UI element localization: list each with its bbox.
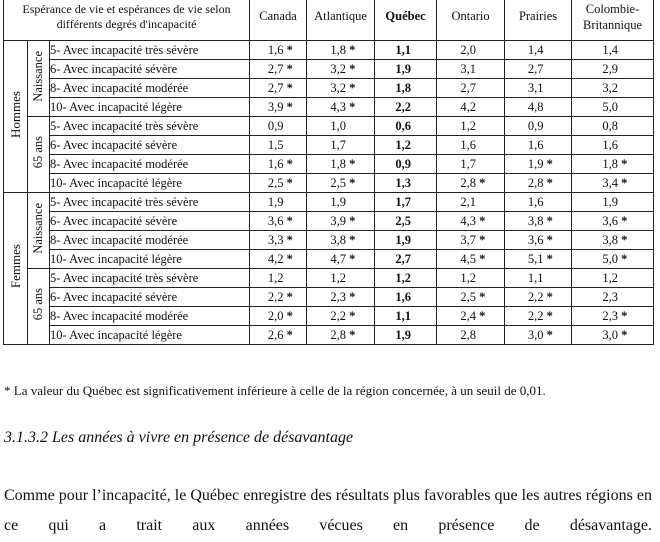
cell-value: 1,2 bbox=[395, 137, 411, 152]
value-cell bbox=[437, 117, 505, 136]
cell-value: 2,3 bbox=[602, 289, 618, 304]
significance-marker: * bbox=[546, 308, 553, 323]
value-cell bbox=[437, 250, 505, 269]
cell-value: 1,9 bbox=[527, 156, 544, 171]
cell-value: 2,7 bbox=[460, 80, 476, 95]
significance-marker: * bbox=[349, 232, 356, 247]
cell-value: 3,8 bbox=[602, 232, 618, 247]
cell-value: 1,2 bbox=[460, 118, 476, 133]
section-title: 3.1.3.2 Les années à vivre en présence de désavantage bbox=[4, 429, 354, 446]
table-row bbox=[4, 231, 654, 250]
row-description: 10- Avec incapacité légère bbox=[50, 250, 250, 269]
value-cell bbox=[307, 136, 375, 155]
cell-value: 5,1 bbox=[527, 251, 544, 266]
significance-marker: * bbox=[286, 327, 293, 342]
cell-value: 2,5 bbox=[460, 289, 476, 304]
value-cell bbox=[375, 60, 437, 79]
cell-value: 0,6 bbox=[395, 118, 411, 133]
cell-value: 2,7 bbox=[527, 61, 544, 76]
value-cell bbox=[572, 193, 654, 212]
table-row bbox=[4, 41, 654, 60]
significance-marker: * bbox=[621, 175, 628, 190]
cell-value: 3,0 bbox=[602, 327, 618, 342]
value-cell bbox=[572, 79, 654, 98]
value-cell bbox=[572, 231, 654, 250]
value-cell bbox=[572, 136, 654, 155]
table-row bbox=[4, 117, 654, 136]
value-cell bbox=[375, 250, 437, 269]
body-paragraph: Comme pour l’incapacité, le Québec enregistre des résultats plus favorables que les autres régions en ce qui a trait aux années vécues en présence de désavantage. bbox=[4, 487, 652, 534]
value-cell bbox=[505, 269, 572, 288]
cell-value: 2,8 bbox=[460, 327, 476, 342]
row-description: 5- Avec incapacité très sévère bbox=[50, 41, 250, 60]
row-description: 5- Avec incapacité très sévère bbox=[50, 269, 250, 288]
cell-value: 2,5 bbox=[330, 175, 346, 190]
value-cell bbox=[375, 79, 437, 98]
header-colombie-britannique: Colombie-Britannique bbox=[572, 0, 654, 41]
value-cell bbox=[250, 288, 307, 307]
cell-value: 1,2 bbox=[267, 270, 284, 285]
row-description: 10- Avec incapacité légère bbox=[50, 98, 250, 117]
significance-marker: * bbox=[349, 99, 356, 114]
value-cell bbox=[572, 117, 654, 136]
cell-value: 1,7 bbox=[330, 137, 346, 152]
value-cell bbox=[250, 212, 307, 231]
value-cell bbox=[375, 117, 437, 136]
table-row bbox=[4, 136, 654, 155]
age-label bbox=[28, 117, 50, 193]
cell-value: 2,6 bbox=[267, 327, 284, 342]
value-cell bbox=[437, 307, 505, 326]
value-cell bbox=[375, 326, 437, 345]
cell-value: 3,2 bbox=[602, 80, 618, 95]
significance-marker: * bbox=[479, 251, 486, 266]
value-cell bbox=[250, 326, 307, 345]
significance-marker: * bbox=[286, 251, 293, 266]
cell-value: 4,2 bbox=[267, 251, 284, 266]
value-cell bbox=[307, 307, 375, 326]
cell-value: 0,9 bbox=[267, 118, 284, 133]
significance-marker: * bbox=[349, 289, 356, 304]
value-cell bbox=[505, 79, 572, 98]
value-cell bbox=[505, 117, 572, 136]
cell-value: 1,6 bbox=[460, 137, 476, 152]
significance-marker: * bbox=[286, 80, 293, 95]
cell-value: 1,6 bbox=[267, 156, 284, 171]
value-cell bbox=[572, 155, 654, 174]
cell-value: 1,9 bbox=[395, 61, 411, 76]
cell-value: 4,2 bbox=[460, 99, 476, 114]
value-cell bbox=[437, 231, 505, 250]
cell-value: 2,2 bbox=[395, 99, 411, 114]
significance-marker: * bbox=[479, 232, 486, 247]
cell-value: 3,8 bbox=[330, 232, 346, 247]
value-cell bbox=[375, 212, 437, 231]
value-cell bbox=[437, 136, 505, 155]
significance-marker: * bbox=[286, 289, 293, 304]
cell-value: 3,4 bbox=[602, 175, 618, 190]
sex-label bbox=[4, 41, 28, 193]
significance-marker: * bbox=[349, 251, 356, 266]
value-cell bbox=[505, 307, 572, 326]
cell-value: 1,4 bbox=[527, 42, 544, 57]
cell-value: 3,0 bbox=[527, 327, 544, 342]
cell-value: 2,2 bbox=[267, 289, 284, 304]
value-cell bbox=[572, 98, 654, 117]
significance-marker: * bbox=[286, 156, 293, 171]
table-row bbox=[4, 288, 654, 307]
value-cell bbox=[505, 231, 572, 250]
row-description: 8- Avec incapacité modérée bbox=[50, 231, 250, 250]
cell-value: 3,1 bbox=[527, 80, 544, 95]
cell-value: 1,8 bbox=[395, 80, 411, 95]
value-cell bbox=[307, 231, 375, 250]
cell-value: 1,6 bbox=[527, 194, 544, 209]
table-row bbox=[4, 193, 654, 212]
value-cell bbox=[250, 193, 307, 212]
header-quebec: Québec bbox=[375, 0, 437, 41]
value-cell bbox=[437, 98, 505, 117]
value-cell bbox=[572, 307, 654, 326]
value-cell bbox=[375, 269, 437, 288]
value-cell bbox=[250, 41, 307, 60]
value-cell bbox=[437, 41, 505, 60]
value-cell bbox=[437, 155, 505, 174]
significance-marker: * bbox=[349, 327, 356, 342]
cell-value: 2,3 bbox=[602, 308, 618, 323]
significance-marker: * bbox=[546, 232, 553, 247]
cell-value: 0,8 bbox=[602, 118, 618, 133]
value-cell bbox=[572, 288, 654, 307]
header-prairies: Prairies bbox=[505, 0, 572, 41]
significance-marker: * bbox=[621, 327, 628, 342]
value-cell bbox=[572, 326, 654, 345]
table-row bbox=[4, 326, 654, 345]
significance-marker: * bbox=[546, 156, 553, 171]
cell-value: 3,2 bbox=[330, 61, 346, 76]
cell-value: 5,0 bbox=[602, 251, 618, 266]
cell-value: 3,6 bbox=[602, 213, 618, 228]
value-cell bbox=[250, 60, 307, 79]
cell-value: 2,2 bbox=[527, 289, 544, 304]
cell-value: 3,1 bbox=[460, 61, 476, 76]
value-cell bbox=[437, 269, 505, 288]
row-description: 8- Avec incapacité modérée bbox=[50, 307, 250, 326]
significance-marker: * bbox=[286, 175, 293, 190]
cell-value: 1,1 bbox=[527, 270, 544, 285]
significance-marker: * bbox=[286, 308, 293, 323]
significance-marker: * bbox=[286, 61, 293, 76]
cell-value: 2,2 bbox=[330, 308, 346, 323]
value-cell bbox=[505, 212, 572, 231]
cell-value: 1,6 bbox=[267, 42, 284, 57]
value-cell bbox=[250, 250, 307, 269]
table-header-label: Espérance de vie et espérances de vie selon différents degrés d'incapacité bbox=[4, 0, 250, 41]
value-cell bbox=[375, 155, 437, 174]
significance-marker: * bbox=[349, 80, 356, 95]
cell-value: 1,8 bbox=[330, 42, 346, 57]
value-cell bbox=[250, 117, 307, 136]
cell-value: 3,2 bbox=[330, 80, 346, 95]
value-cell bbox=[250, 269, 307, 288]
significance-marker: * bbox=[479, 213, 486, 228]
cell-value: 3,9 bbox=[330, 213, 346, 228]
table-row bbox=[4, 60, 654, 79]
value-cell bbox=[375, 174, 437, 193]
value-cell bbox=[250, 231, 307, 250]
cell-value: 2,7 bbox=[395, 251, 411, 266]
value-cell bbox=[250, 79, 307, 98]
cell-value: 0,9 bbox=[395, 156, 411, 171]
value-cell bbox=[250, 98, 307, 117]
significance-marker: * bbox=[621, 156, 628, 171]
value-cell bbox=[572, 174, 654, 193]
value-cell bbox=[375, 307, 437, 326]
cell-value: 1,2 bbox=[330, 270, 346, 285]
value-cell bbox=[307, 155, 375, 174]
value-cell bbox=[505, 288, 572, 307]
value-cell bbox=[250, 136, 307, 155]
value-cell bbox=[307, 212, 375, 231]
significance-marker: * bbox=[479, 289, 486, 304]
cell-value: 2,2 bbox=[527, 308, 544, 323]
value-cell bbox=[307, 41, 375, 60]
value-cell bbox=[375, 231, 437, 250]
cell-value: 1,2 bbox=[460, 270, 476, 285]
significance-marker: * bbox=[546, 251, 553, 266]
cell-value: 3,6 bbox=[267, 213, 284, 228]
cell-value: 2,5 bbox=[267, 175, 284, 190]
value-cell bbox=[375, 193, 437, 212]
cell-value: 1,6 bbox=[527, 137, 544, 152]
cell-value: 1,0 bbox=[330, 118, 346, 133]
table-row bbox=[4, 307, 654, 326]
table-footnote: * La valeur du Québec est significativement inférieure à celle de la région concernée, à un seuil de 0,01. bbox=[4, 383, 546, 398]
significance-marker: * bbox=[621, 308, 628, 323]
cell-value: 4,3 bbox=[460, 213, 476, 228]
row-description: 5- Avec incapacité très sévère bbox=[50, 193, 250, 212]
row-description: 8- Avec incapacité modérée bbox=[50, 155, 250, 174]
significance-marker: * bbox=[286, 232, 293, 247]
significance-marker: * bbox=[546, 213, 553, 228]
header-atlantique: Atlantique bbox=[307, 0, 375, 41]
header-ontario: Ontario bbox=[437, 0, 505, 41]
age-label-text: Naissance bbox=[31, 51, 45, 102]
age-label-text: 65 ans bbox=[31, 288, 45, 321]
sex-label bbox=[4, 193, 28, 345]
cell-value: 3,6 bbox=[527, 232, 544, 247]
value-cell bbox=[505, 174, 572, 193]
cell-value: 2,8 bbox=[527, 175, 544, 190]
table-body bbox=[4, 41, 654, 345]
value-cell bbox=[307, 60, 375, 79]
cell-value: 1,1 bbox=[395, 308, 411, 323]
row-description: 10- Avec incapacité légère bbox=[50, 174, 250, 193]
significance-marker: * bbox=[546, 289, 553, 304]
cell-value: 3,8 bbox=[527, 213, 544, 228]
cell-value: 1,9 bbox=[602, 194, 618, 209]
row-description: 6- Avec incapacité sévère bbox=[50, 60, 250, 79]
row-description: 5- Avec incapacité très sévère bbox=[50, 117, 250, 136]
cell-value: 2,4 bbox=[460, 308, 476, 323]
significance-marker: * bbox=[479, 308, 486, 323]
cell-value: 1,7 bbox=[395, 194, 411, 209]
value-cell bbox=[250, 307, 307, 326]
value-cell bbox=[505, 136, 572, 155]
value-cell bbox=[307, 250, 375, 269]
age-label-text: 65 ans bbox=[31, 136, 45, 169]
cell-value: 1,2 bbox=[395, 270, 411, 285]
cell-value: 2,5 bbox=[395, 213, 411, 228]
age-label bbox=[28, 269, 50, 345]
cell-value: 1,9 bbox=[330, 194, 346, 209]
significance-marker: * bbox=[349, 42, 356, 57]
table-row bbox=[4, 79, 654, 98]
age-label-text: Naissance bbox=[31, 203, 45, 254]
value-cell bbox=[437, 79, 505, 98]
cell-value: 1,1 bbox=[395, 42, 411, 57]
sex-label-text: Hommes bbox=[8, 91, 23, 138]
cell-value: 1,5 bbox=[267, 137, 284, 152]
cell-value: 2,7 bbox=[267, 61, 284, 76]
significance-marker: * bbox=[479, 175, 486, 190]
value-cell bbox=[505, 155, 572, 174]
value-cell bbox=[572, 60, 654, 79]
significance-marker: * bbox=[349, 213, 356, 228]
table-row bbox=[4, 155, 654, 174]
cell-value: 1,3 bbox=[395, 175, 411, 190]
cell-value: 1,2 bbox=[602, 270, 618, 285]
cell-value: 4,7 bbox=[330, 251, 346, 266]
value-cell bbox=[505, 98, 572, 117]
cell-value: 1,9 bbox=[395, 327, 411, 342]
value-cell bbox=[572, 250, 654, 269]
value-cell bbox=[572, 269, 654, 288]
value-cell bbox=[307, 193, 375, 212]
row-description: 6- Avec incapacité sévère bbox=[50, 136, 250, 155]
value-cell bbox=[307, 269, 375, 288]
cell-value: 1,7 bbox=[460, 156, 476, 171]
cell-value: 1,8 bbox=[602, 156, 618, 171]
significance-marker: * bbox=[621, 213, 628, 228]
value-cell bbox=[375, 288, 437, 307]
cell-value: 3,9 bbox=[267, 99, 284, 114]
cell-value: 1,9 bbox=[267, 194, 284, 209]
cell-value: 1,6 bbox=[395, 289, 411, 304]
value-cell bbox=[437, 193, 505, 212]
cell-value: 4,5 bbox=[460, 251, 476, 266]
cell-value: 1,8 bbox=[330, 156, 346, 171]
significance-marker: * bbox=[546, 175, 553, 190]
table-row bbox=[4, 269, 654, 288]
cell-value: 3,7 bbox=[460, 232, 476, 247]
significance-marker: * bbox=[546, 327, 553, 342]
significance-marker: * bbox=[286, 213, 293, 228]
cell-value: 4,8 bbox=[527, 99, 544, 114]
value-cell bbox=[437, 212, 505, 231]
value-cell bbox=[505, 60, 572, 79]
cell-value: 2,0 bbox=[267, 308, 284, 323]
value-cell bbox=[505, 41, 572, 60]
header-canada: Canada bbox=[250, 0, 307, 41]
value-cell bbox=[505, 250, 572, 269]
value-cell bbox=[375, 136, 437, 155]
table-row bbox=[4, 174, 654, 193]
cell-value: 1,6 bbox=[602, 137, 618, 152]
value-cell bbox=[437, 174, 505, 193]
significance-marker: * bbox=[349, 308, 356, 323]
table-row bbox=[4, 212, 654, 231]
significance-marker: * bbox=[621, 251, 628, 266]
cell-value: 2,8 bbox=[460, 175, 476, 190]
value-cell bbox=[437, 288, 505, 307]
cell-value: 4,3 bbox=[330, 99, 346, 114]
value-cell bbox=[437, 60, 505, 79]
value-cell bbox=[375, 41, 437, 60]
row-description: 6- Avec incapacité sévère bbox=[50, 288, 250, 307]
life-expectancy-table bbox=[3, 0, 654, 345]
value-cell bbox=[375, 98, 437, 117]
value-cell bbox=[307, 174, 375, 193]
value-cell bbox=[307, 98, 375, 117]
cell-value: 2,9 bbox=[602, 61, 618, 76]
table-row bbox=[4, 250, 654, 269]
cell-value: 2,8 bbox=[330, 327, 346, 342]
value-cell bbox=[250, 174, 307, 193]
cell-value: 0,9 bbox=[527, 118, 544, 133]
cell-value: 5,0 bbox=[602, 99, 618, 114]
value-cell bbox=[505, 193, 572, 212]
value-cell bbox=[505, 326, 572, 345]
value-cell bbox=[307, 288, 375, 307]
cell-value: 2,1 bbox=[460, 194, 476, 209]
significance-marker: * bbox=[621, 232, 628, 247]
row-description: 10- Avec incapacité légère bbox=[50, 326, 250, 345]
cell-value: 1,9 bbox=[395, 232, 411, 247]
value-cell bbox=[572, 41, 654, 60]
significance-marker: * bbox=[349, 61, 356, 76]
value-cell bbox=[307, 326, 375, 345]
significance-marker: * bbox=[286, 42, 293, 57]
table-row bbox=[4, 98, 654, 117]
value-cell bbox=[307, 79, 375, 98]
cell-value: 2,7 bbox=[267, 80, 284, 95]
row-description: 6- Avec incapacité sévère bbox=[50, 212, 250, 231]
cell-value: 3,3 bbox=[267, 232, 284, 247]
sex-label-text: Femmes bbox=[8, 244, 23, 289]
cell-value: 2,0 bbox=[460, 42, 476, 57]
value-cell bbox=[437, 326, 505, 345]
significance-marker: * bbox=[286, 99, 293, 114]
value-cell bbox=[307, 117, 375, 136]
age-label bbox=[28, 193, 50, 269]
value-cell bbox=[250, 155, 307, 174]
age-label bbox=[28, 41, 50, 117]
significance-marker: * bbox=[349, 175, 356, 190]
significance-marker: * bbox=[349, 156, 356, 171]
value-cell bbox=[572, 212, 654, 231]
cell-value: 2,3 bbox=[330, 289, 346, 304]
cell-value: 1,4 bbox=[602, 42, 618, 57]
row-description: 8- Avec incapacité modérée bbox=[50, 79, 250, 98]
